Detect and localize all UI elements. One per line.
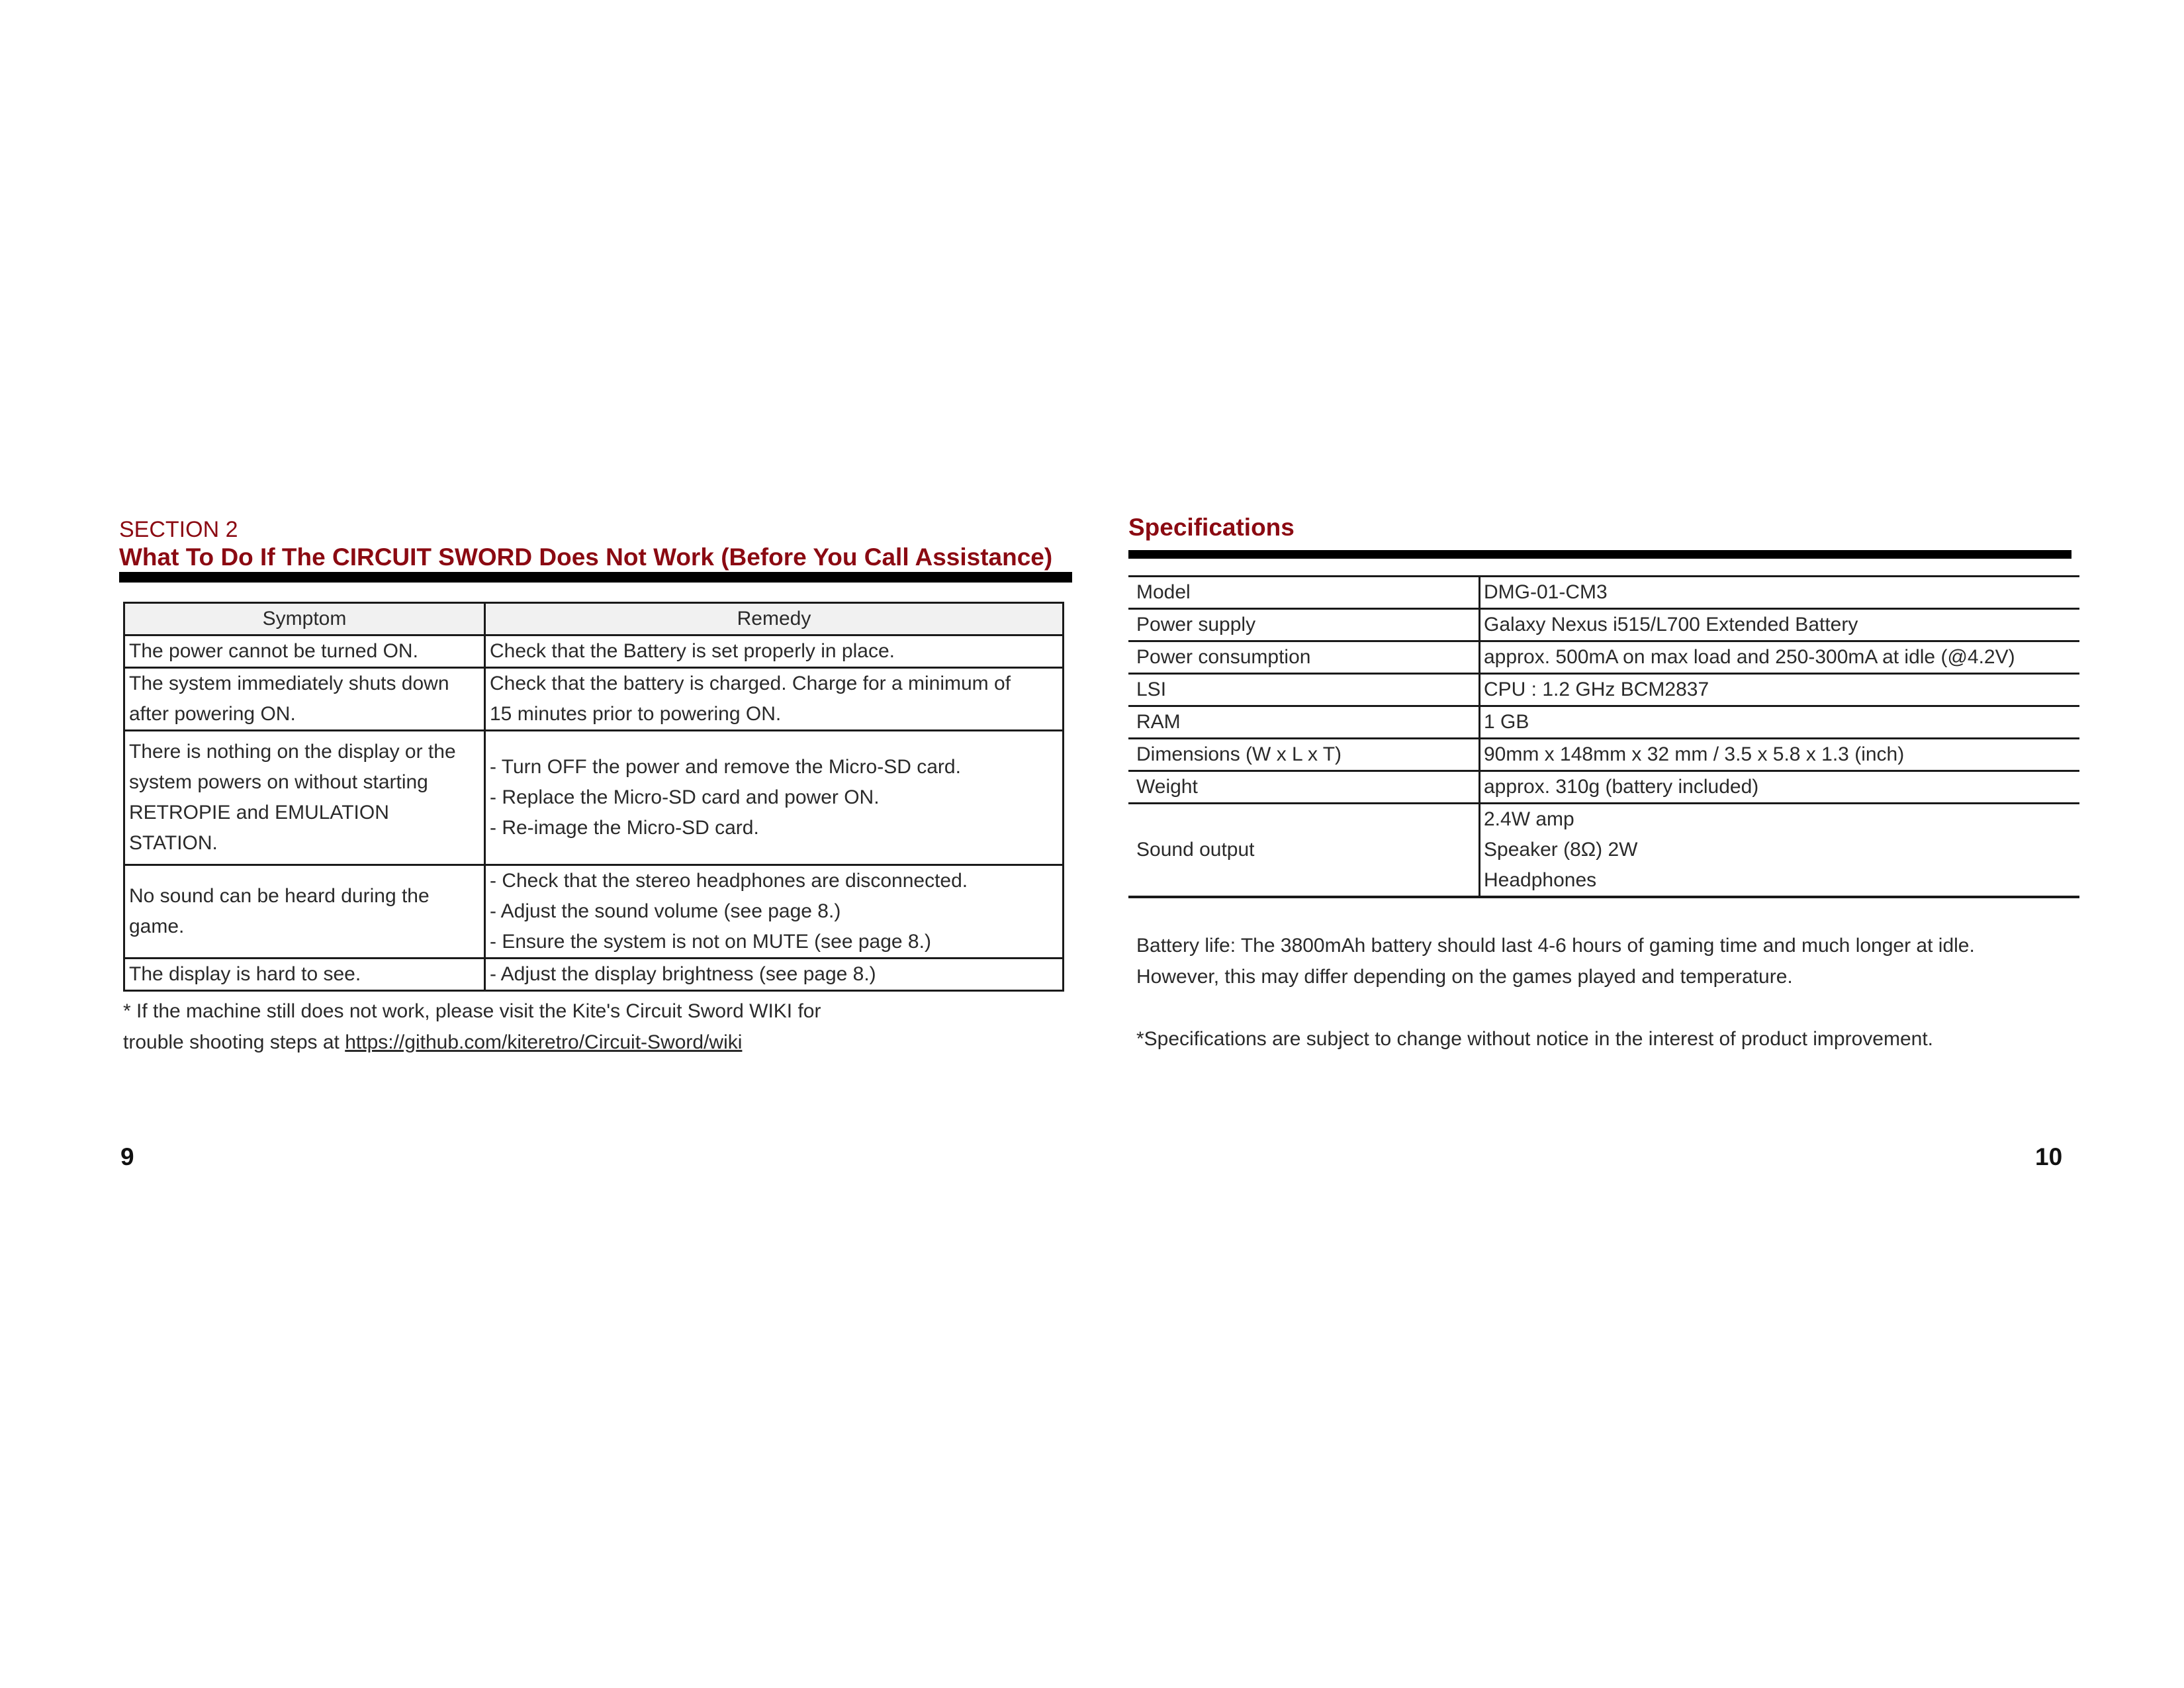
specifications-heading: Specifications — [1128, 514, 1295, 541]
symptom-line: game. — [129, 915, 185, 937]
remedy-line: - Adjust the sound volume (see page 8.) — [490, 900, 841, 922]
section-label: SECTION 2 — [119, 517, 238, 542]
remedy-line: - Turn OFF the power and remove the Micro-SD card. — [490, 756, 961, 778]
remedy-line: - Re-image the Micro-SD card. — [490, 817, 759, 839]
spec-value — [1480, 641, 2080, 674]
spec-value-line: Galaxy Nexus i515/L700 Extended Battery — [1484, 614, 1858, 635]
heading-rule — [1128, 550, 2071, 559]
table-row — [1128, 804, 2079, 898]
spec-value — [1480, 739, 2080, 771]
spec-value — [1480, 674, 2080, 706]
remedy-line: Check that the battery is charged. Charge for a minimum of — [490, 673, 1011, 694]
spec-label: Weight — [1128, 771, 1480, 804]
spec-value — [1480, 771, 2080, 804]
symptom-cell — [124, 635, 485, 668]
left-page — [119, 516, 1072, 1058]
remedy-line: - Replace the Micro-SD card and power ON. — [490, 786, 880, 808]
spec-value-line: CPU : 1.2 GHz BCM2837 — [1484, 679, 1709, 700]
table-row — [1128, 674, 2079, 706]
spec-label: Power consumption — [1128, 641, 1480, 674]
page-number-left: 9 — [120, 1143, 134, 1170]
remedy-line: - Ensure the system is not on MUTE (see page 8.) — [490, 931, 931, 953]
table-row — [124, 865, 1064, 959]
table-row — [124, 635, 1064, 668]
spec-label: Model — [1128, 577, 1480, 609]
table-row — [1128, 706, 2079, 739]
spec-label: Sound output — [1128, 804, 1480, 898]
symptom-cell — [124, 668, 485, 731]
symptom-header: Symptom — [124, 603, 485, 635]
spec-label: Power supply — [1128, 609, 1480, 641]
spec-label: LSI — [1128, 674, 1480, 706]
symptom-line: system powers on without starting — [129, 771, 428, 793]
troubleshooting-table — [123, 602, 1064, 992]
remedy-line: Check that the Battery is set properly in place. — [490, 640, 895, 662]
spec-value-line: Headphones — [1484, 869, 1597, 891]
spec-label: Dimensions (W x L x T) — [1128, 739, 1480, 771]
symptom-cell — [124, 731, 485, 865]
right-page — [1128, 516, 2081, 1055]
symptom-line: The system immediately shuts down — [129, 673, 449, 694]
spec-value — [1480, 706, 2080, 739]
symptom-line: There is nothing on the display or the — [129, 741, 456, 763]
specifications-note: *Specifications are subject to change without notice in the interest of product improvement. — [1136, 1028, 1933, 1050]
specifications-table — [1128, 575, 2079, 898]
spec-value-line: approx. 310g (battery included) — [1484, 776, 1759, 798]
remedy-header: Remedy — [485, 603, 1064, 635]
table-row — [1128, 577, 2079, 609]
table-row — [124, 668, 1064, 731]
symptom-line: RETROPIE and EMULATION STATION. — [129, 802, 389, 854]
footnote — [123, 996, 1072, 1058]
footnote-line: * If the machine still does not work, please visit the Kite's Circuit Sword WIKI for — [123, 1000, 821, 1022]
table-row — [124, 731, 1064, 865]
symptom-line: after powering ON. — [129, 703, 296, 725]
spec-value-line: approx. 500mA on max load and 250-300mA at idle (@4.2V) — [1484, 646, 2015, 668]
table-row — [1128, 609, 2079, 641]
spec-value-line: 90mm x 148mm x 32 mm / 3.5 x 5.8 x 1.3 (inch) — [1484, 743, 1905, 765]
table-row — [1128, 739, 2079, 771]
remedy-cell — [485, 959, 1064, 991]
spec-label: RAM — [1128, 706, 1480, 739]
spec-value — [1480, 609, 2080, 641]
remedy-line: 15 minutes prior to powering ON. — [490, 703, 782, 725]
spec-value — [1480, 804, 2080, 898]
battery-life-text: Battery life: The 3800mAh battery should last 4-6 hours of gaming time and much longer at idle. However, this may differ depending on the games played and temperature. — [1136, 935, 1975, 988]
symptom-line: No sound can be heard during the — [129, 885, 430, 907]
spec-value — [1480, 577, 2080, 609]
footnote-line-prefix: trouble shooting steps at — [123, 1031, 345, 1053]
spec-value-line: 1 GB — [1484, 711, 1529, 733]
heading-rule — [119, 572, 1072, 583]
remedy-line: - Check that the stereo headphones are disconnected. — [490, 870, 968, 892]
table-row — [124, 959, 1064, 991]
remedy-cell — [485, 865, 1064, 959]
table-row — [1128, 641, 2079, 674]
symptom-cell — [124, 959, 485, 991]
symptom-cell — [124, 865, 485, 959]
page-number-right: 10 — [2035, 1143, 2063, 1170]
remedy-cell — [485, 635, 1064, 668]
table-header-row — [124, 603, 1064, 635]
wiki-link[interactable]: https://github.com/kiteretro/Circuit-Sword/wiki — [345, 1031, 743, 1053]
spec-value-line: Speaker (8Ω) 2W — [1484, 839, 1638, 861]
spec-value-line: DMG-01-CM3 — [1484, 581, 1608, 603]
table-row — [1128, 771, 2079, 804]
symptom-line: The power cannot be turned ON. — [129, 640, 418, 662]
remedy-cell — [485, 731, 1064, 865]
remedy-line: - Adjust the display brightness (see page 8.) — [490, 963, 876, 985]
troubleshooting-heading: What To Do If The CIRCUIT SWORD Does Not Work (Before You Call Assistance) — [119, 543, 1053, 571]
remedy-cell — [485, 668, 1064, 731]
symptom-line: The display is hard to see. — [129, 963, 361, 985]
spec-value-line: 2.4W amp — [1484, 808, 1574, 830]
